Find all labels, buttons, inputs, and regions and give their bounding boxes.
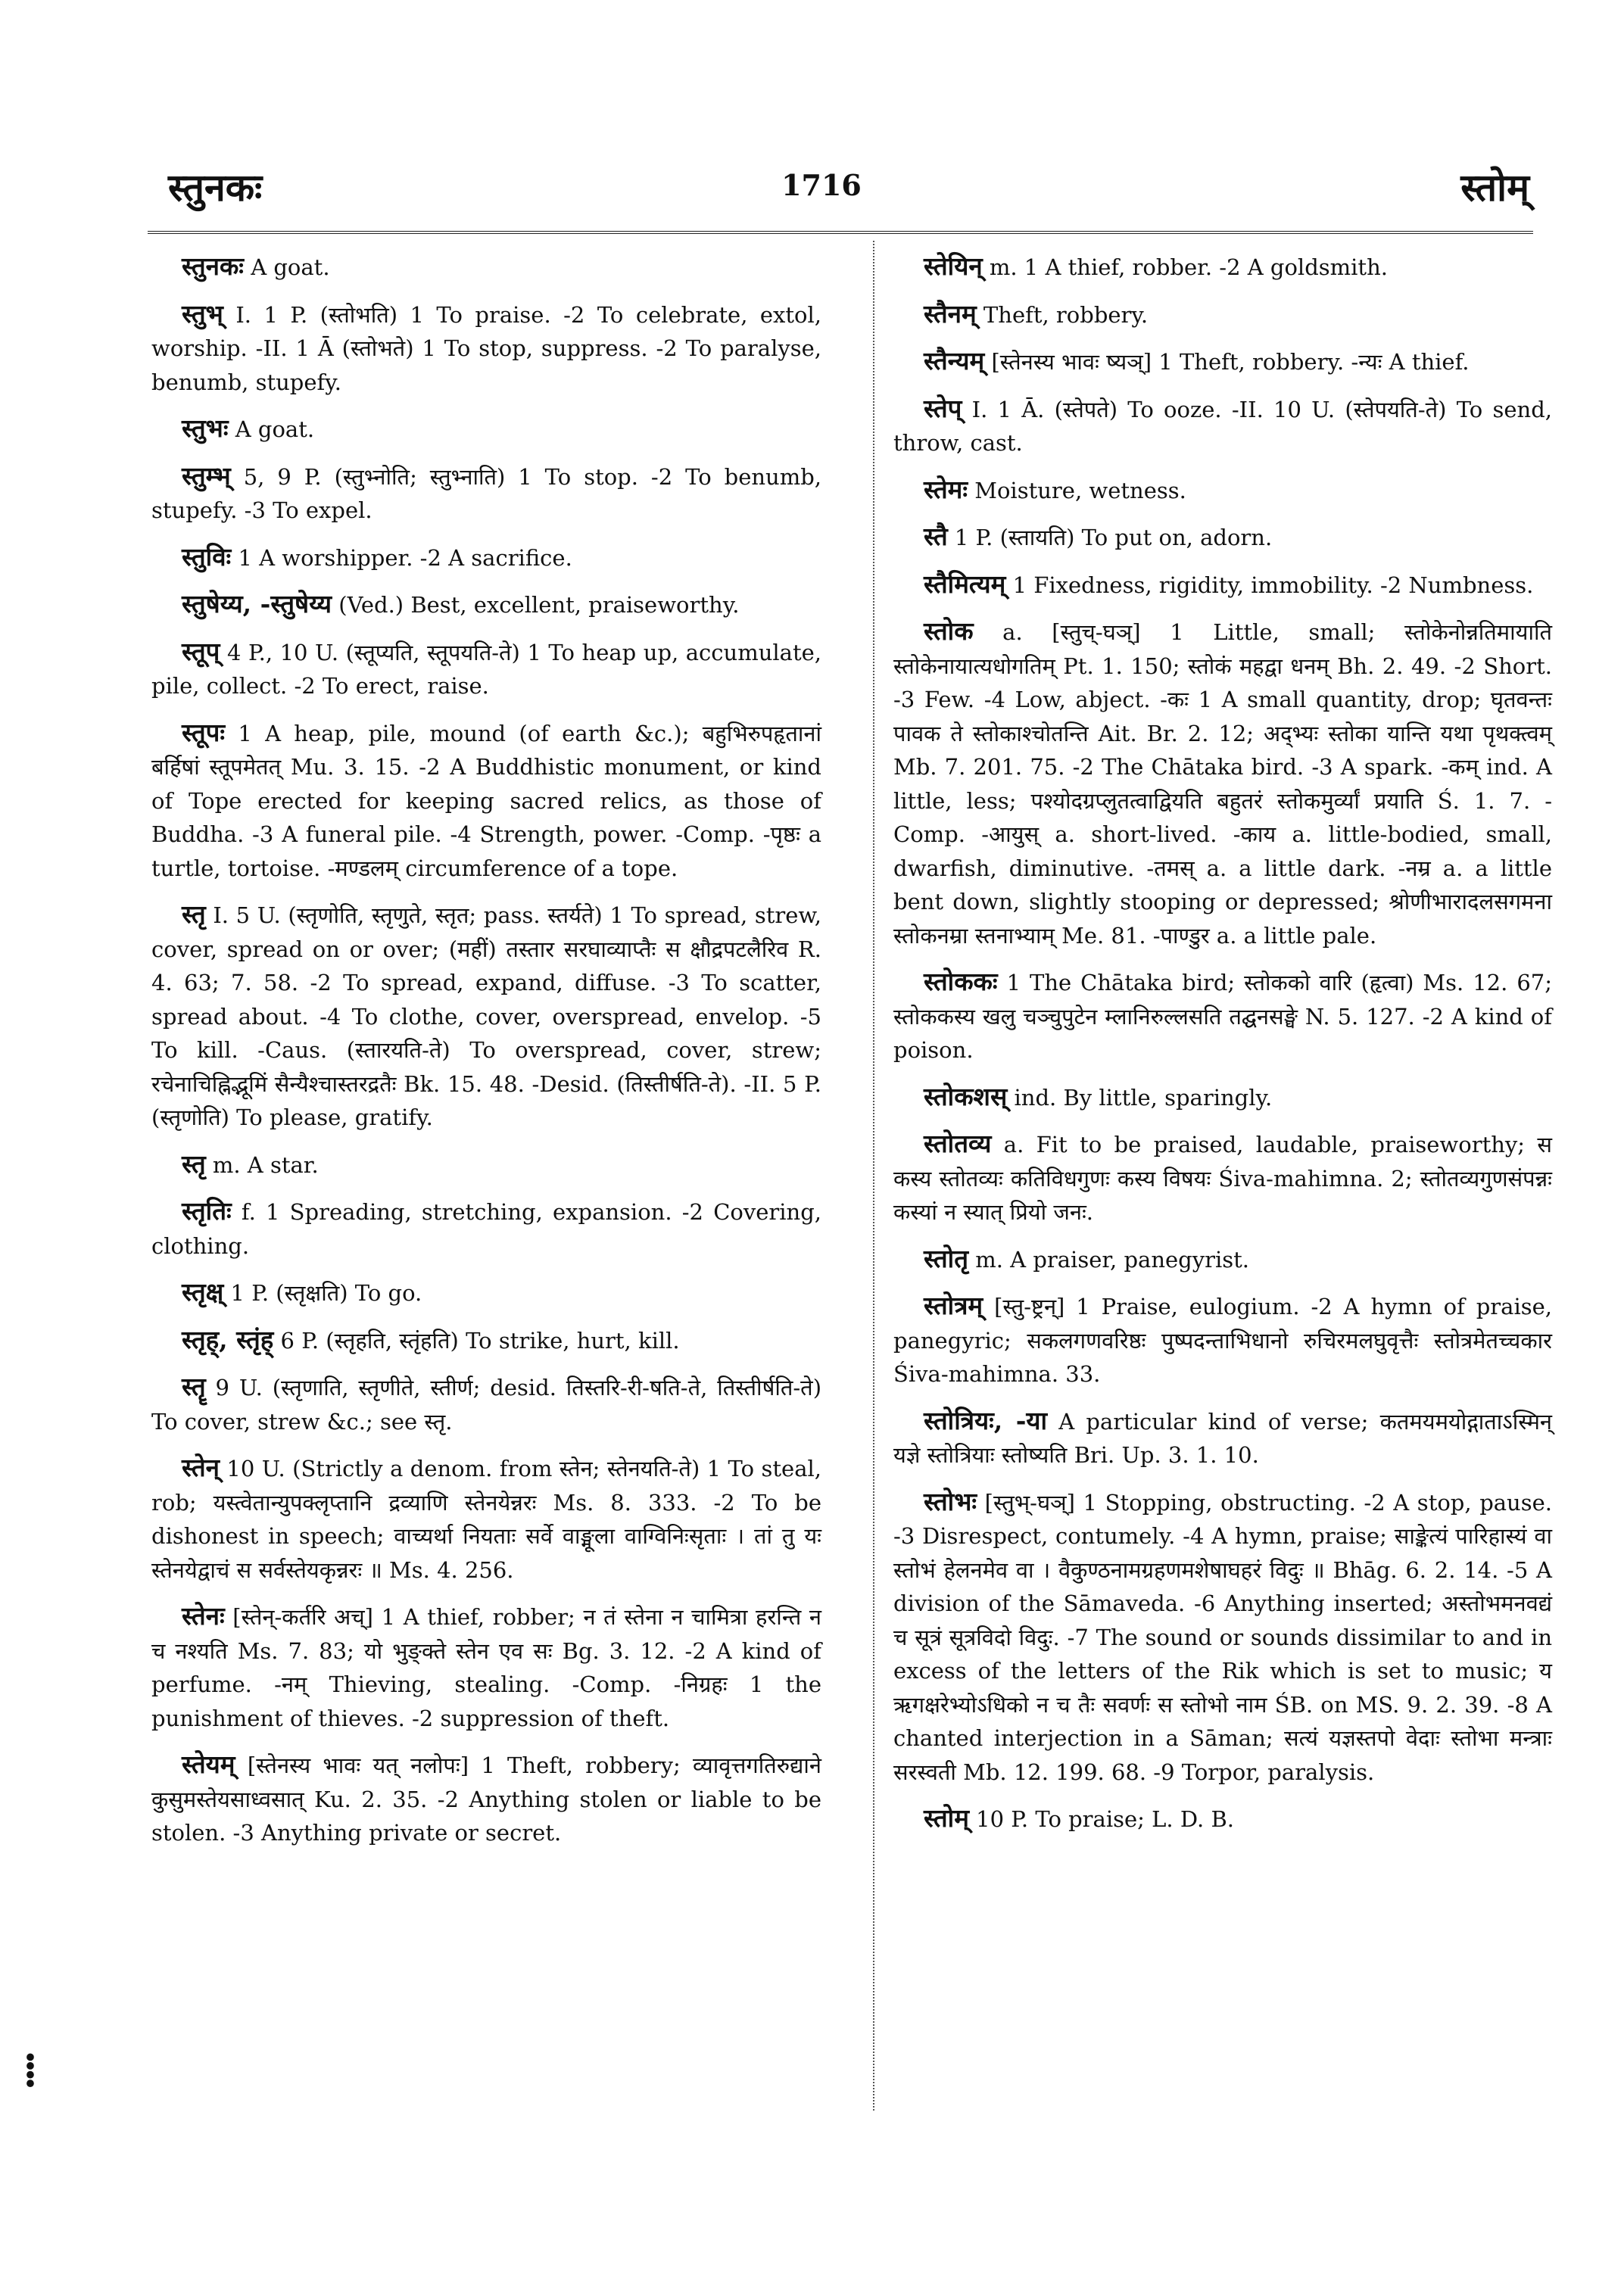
entry-headword: स्तै — [924, 522, 948, 551]
running-head-right: स्तोम् — [1460, 165, 1529, 210]
entry — [893, 473, 1552, 508]
entry-text: a. [स्तुच्-घञ्] 1 Little, small; स्तोकेनोन्नतिमायाति स्तोकेनायात्यधोगतिम् Pt. 1. 150; स्तोकं महद्वा धनम् Bh. 2. 49. -2 Short. -3 Few. -4 Low, abject. -कः 1 A small quantity, drop; घृतवन्तः पावक ते स्तोकाश्चोतन्ति Ait. Br. 2. 12; अद्भ्यः स्तोका यान्ति यथा पृथक्त्वम् Mb. 7. 201. 75. -2 The Chātaka bird. -3 A spark. -कम् ind. A little, less; पश्योदग्रप्लुतत्वाद्वियति बहुतरं स्तोकमुर्व्यां प्रयाति Ś. 1. 7. -Comp. -आयुस् a. short-lived. -काय a. little-bodied, small, dwarfish, diminutive. -तमस् a. a little dark. -नम्र a. a little bent down, slightly stooping or depressed; श्रोणीभारादलसगमना स्तोकनम्रा स्तनाभ्याम् Me. 81. -पाण्डुर a. a little pale. — [893, 619, 1553, 949]
entry-headword: स्तेयम् — [182, 1749, 235, 1779]
entry-headword: स्तैनम् — [924, 298, 977, 329]
entry — [893, 298, 1552, 332]
entry — [893, 1289, 1552, 1391]
entry-text: ind. By little, sparingly. — [1014, 1084, 1273, 1111]
entry — [893, 1404, 1552, 1472]
entry-text: Moisture, wetness. — [974, 477, 1186, 503]
entry — [151, 1148, 821, 1182]
entry-text: 1 A worshipper. -2 A sacrifice. — [238, 544, 572, 571]
entry — [893, 1802, 1552, 1837]
entry-headword: स्तृतिः — [182, 1196, 232, 1226]
entry-headword: स्तेनः — [182, 1601, 225, 1631]
entry-headword: स्तुभ् — [182, 298, 223, 329]
entry-text: f. 1 Spreading, stretching, expansion. -2 Covering, clothing. — [151, 1199, 822, 1259]
entry-headword: स्तृ — [182, 1148, 206, 1179]
entry — [151, 635, 821, 703]
entry-text: [स्तेन्-कर्तरि अच्] 1 A thief, robber; न तं स्तेना न चामित्रा हरन्ति न च नश्यति Ms. 7. 83; यो भुङ्क्ते स्तेन एव सः Bg. 3. 12. -2 A kind of perfume. -नम् Thieving, stealing. -Comp. -निग्रहः 1 the punishment of thieves. -2 suppression of theft. — [151, 1604, 821, 1731]
entry-text: I. 1 Ā. (स्तेपते) To ooze. -II. 10 U. (स्तेपयति-ते) To send, throw, cast. — [893, 396, 1552, 456]
entry-headword: स्तृह्, स्तृंह् — [182, 1324, 274, 1354]
entry — [151, 1370, 821, 1438]
entry-headword: स्तृक्ष् — [182, 1277, 224, 1307]
entry-headword: स्तोक — [924, 616, 974, 646]
entry-text: m. A praiser, panegyrist. — [975, 1246, 1250, 1273]
entry-text: I. 5 U. (स्तृणोति, स्तृणुते, स्तृत; pass. स्तर्यते) 1 To spread, strew, cover, spread on or over; (महीं) तस्तार सरघाव्याप्तैः स क्षौद्रपटलैरिव R. 4. 63; 7. 58. -2 To spread, expand, diffuse. -3 To scatter, spread about. -4 To clothe, cover, overspread, envelop. -5 To kill. -Caus. (स्तारयति-ते) To overspread, cover, strew; रचेनाचिह्निद्भूमिं सैन्यैश्चास्तरद्रतैः Bk. 15. 48. -Desid. (तिस्तीर्षति-ते). -II. 5 P. (स्तृणोति) To please, gratify. — [151, 902, 822, 1130]
entry — [151, 298, 821, 400]
entry-headword: स्तोतृ — [924, 1243, 969, 1273]
entry-text: Theft, robbery. — [983, 301, 1149, 328]
entry-text: A particular kind of verse; कतमयमयोद्गाताऽस्मिन् यज्ञे स्तोत्रियाः स्तोष्यति Bri. Up. 3. 1. 10. — [893, 1408, 1553, 1468]
header-rule — [148, 231, 1533, 234]
entry-text: 10 P. To praise; L. D. B. — [976, 1806, 1235, 1832]
entry-text: [स्तेनस्य भावः ष्यञ्] 1 Theft, robbery. -न्यः A thief. — [991, 349, 1470, 375]
entry-text: 6 P. (स्तृहति, स्तृंहति) To strike, hurt, kill. — [280, 1327, 680, 1354]
entry-headword: स्तोतव्य — [924, 1129, 992, 1158]
entry-text: 4 P., 10 U. (स्तूप्यति, स्तूपयति-ते) 1 To heap up, accumulate, pile, collect. -2 To erect, raise. — [151, 639, 821, 699]
column-divider — [873, 241, 874, 2111]
entry-headword: स्तेयिन् — [924, 251, 983, 281]
binding-margin-mark: ⁞ — [23, 2044, 38, 2097]
entry-headword: स्तोभः — [924, 1486, 977, 1516]
page-number: 1716 — [781, 168, 862, 202]
entry — [893, 392, 1552, 460]
right-column — [893, 250, 1552, 1849]
entry-text: I. 1 P. (स्तोभति) 1 To praise. -2 To celebrate, extol, worship. -II. 1 Ā (स्तोभते) 1 To stop, suppress. -2 To paralyse, benumb, stupefy. — [151, 301, 822, 395]
entry-headword: स्तूपः — [182, 717, 226, 747]
entry-text: a. Fit to be praised, laudable, praiseworthy; स कस्य स्तोतव्यः कतिविधगुणः कस्य विषयः Śiva-mahimna. 2; स्तोतव्यगुणसंपन्नः कस्यां न स्यात् प्रियो जनः. — [893, 1132, 1553, 1225]
entry-text: 1 P. (स्तृक्षति) To go. — [230, 1280, 422, 1306]
entry-headword: स्तुषेय्य, -स्तुषेय्य — [182, 589, 332, 618]
entry-headword: स्तैमित्यम् — [924, 569, 1006, 599]
entry-text: A goat. — [251, 254, 330, 280]
entry-headword: स्तेन् — [182, 1453, 220, 1482]
running-head-left: स्तुनकः — [168, 165, 263, 210]
entry-headword: स्तोम् — [924, 1803, 969, 1833]
entry — [151, 1748, 821, 1850]
entry — [893, 520, 1552, 555]
entry — [151, 898, 821, 1135]
entry-headword: स्तुम्भ् — [182, 460, 231, 491]
entry-text: [स्तुभ्-घञ्] 1 Stopping, obstructing. -2 A stop, pause. -3 Disrespect, contumely. -4 A hymn, praise; साङ्केत्यं पारिहास्यं वा स्तोभं हेलनमेव वा । वैकुण्ठनामग्रहणमशेषाघहरं विदुः ॥ Bhāg. 6. 2. 14. -5 A division of the Sāmaveda. -6 Anything inserted; अस्तोभमनवद्यं च सूत्रं सूत्रविदो विदुः. -7 The sound or sounds dissimilar to and in excess of the letters of the Rik which is set to music; य ऋगक्षरेभ्योऽधिको न च तैः सवर्णः स स्तोभो नाम ŚB. on MS. 9. 2. 39. -8 A chanted interjection in a Sāman; सत्यं यज्ञस्तपो वेदाः स्तोभा मन्त्राः सरस्वती Mb. 12. 199. 68. -9 Torpor, paralysis. — [893, 1489, 1552, 1785]
entry — [893, 615, 1552, 952]
entry-headword: स्तूप् — [182, 636, 220, 666]
entry — [893, 250, 1552, 285]
entry-headword: स्तोत्रम् — [924, 1291, 983, 1320]
left-column — [151, 250, 821, 1863]
entry — [151, 1195, 821, 1263]
entry-headword: स्तैन्यम् — [924, 346, 985, 375]
entry-text: 10 U. (Strictly a denom. from स्तेन; स्तेनयति-ते) 1 To steal, rob; यस्त्वेतान्युपक्लृप्तानि द्रव्याणि स्तेनयेन्नरः Ms. 8. 333. -2 To be dishonest in speech; वाच्यर्था नियताः सर्वे वाङ्मूला वाग्विनिःसृताः । तां तु यः स्तेनयेद्वाचं स सर्वस्तेयकृन्नरः ॥ Ms. 4. 256. — [151, 1456, 821, 1583]
entry — [893, 568, 1552, 603]
entry — [893, 1127, 1552, 1229]
entry — [151, 1451, 821, 1587]
entry — [893, 1242, 1552, 1277]
entry-headword: स्तेप् — [924, 393, 962, 423]
entry-text: [स्तु-ष्ट्रन्] 1 Praise, eulogium. -2 A hymn of praise, panegyric; सकलगणवरिष्ठः पुष्पदन्ताभिधानो रुचिरमलघुवृत्तैः स्तोत्रमेतच्चकार Śiva-mahimna. 33. — [893, 1294, 1552, 1387]
entry-headword: स्तृ — [182, 899, 206, 929]
entry — [151, 412, 821, 447]
entry-text: 1 Fixedness, rigidity, immobility. -2 Numbness. — [1012, 572, 1534, 598]
entry-headword: स्तुनकः — [182, 251, 244, 281]
entry-headword: स्तेमः — [924, 474, 968, 504]
entry — [151, 541, 821, 575]
entry — [893, 344, 1552, 379]
entry-headword: स्तुविः — [182, 541, 232, 572]
entry-headword: स्तोत्रियः, -या — [924, 1405, 1048, 1435]
entry — [151, 587, 821, 622]
entry — [151, 1276, 821, 1310]
entry — [893, 965, 1552, 1067]
entry — [151, 1323, 821, 1358]
entry — [893, 1080, 1552, 1115]
entry-text: m. 1 A thief, robber. -2 A goldsmith. — [989, 254, 1388, 280]
entry-text: 9 U. (स्तृणाति, स्तृणीते, स्तीर्ण; desid. तिस्तरि-री-षति-ते, तिस्तीर्षति-ते) To cover, strew &c.; see स्तृ. — [151, 1375, 822, 1435]
entry-text: [स्तेनस्य भावः यत् नलोपः] 1 Theft, robbery; व्यावृत्तगतिरुद्याने कुसुमस्तेयसाध्वसात् Ku. 2. 35. -2 Anything stolen or liable to be stolen. -3 Anything private or secret. — [151, 1752, 822, 1846]
entry-headword: स्तुभः — [182, 413, 229, 443]
entry — [151, 1600, 821, 1735]
entry-text: (Ved.) Best, excellent, praiseworthy. — [338, 592, 740, 618]
entry-headword: स्तोकशस् — [924, 1081, 1008, 1111]
entry — [151, 250, 821, 285]
entry-text: 1 The Chātaka bird; स्तोकको वारि (हृत्वा) Ms. 12. 67; स्तोककस्य खलु चञ्चुपुटेन म्लानिरुल्लसति तद्घनसङ्घे N. 5. 127. -2 A kind of poison. — [893, 970, 1553, 1063]
entry-text: 1 A heap, pile, mound (of earth &c.); बहुभिरुपहृतानां बर्हिषां स्तूपमेतत् Mu. 3. 15. -2 A Buddhistic monument, or kind of Tope erected for keeping sacred relics, as those of Buddha. -3 A funeral pile. -4 Strength, power. -Comp. -पृष्ठः a turtle, tortoise. -मण्डलम् circumference of a tope. — [151, 720, 822, 881]
entry-text: 1 P. (स्तायति) To put on, adorn. — [954, 525, 1273, 550]
entry — [151, 716, 821, 886]
entry-text: m. A star. — [212, 1151, 319, 1178]
entry — [893, 1485, 1552, 1790]
entry-text: A goat. — [235, 416, 315, 442]
entry-text: 5, 9 P. (स्तुभ्नोति; स्तुभ्नाति) 1 To stop. -2 To benumb, stupefy. -3 To expel. — [151, 463, 822, 523]
entry-headword: स्तोककः — [924, 967, 998, 996]
entry-headword: स्तॄ — [182, 1372, 206, 1401]
entry — [151, 460, 821, 528]
